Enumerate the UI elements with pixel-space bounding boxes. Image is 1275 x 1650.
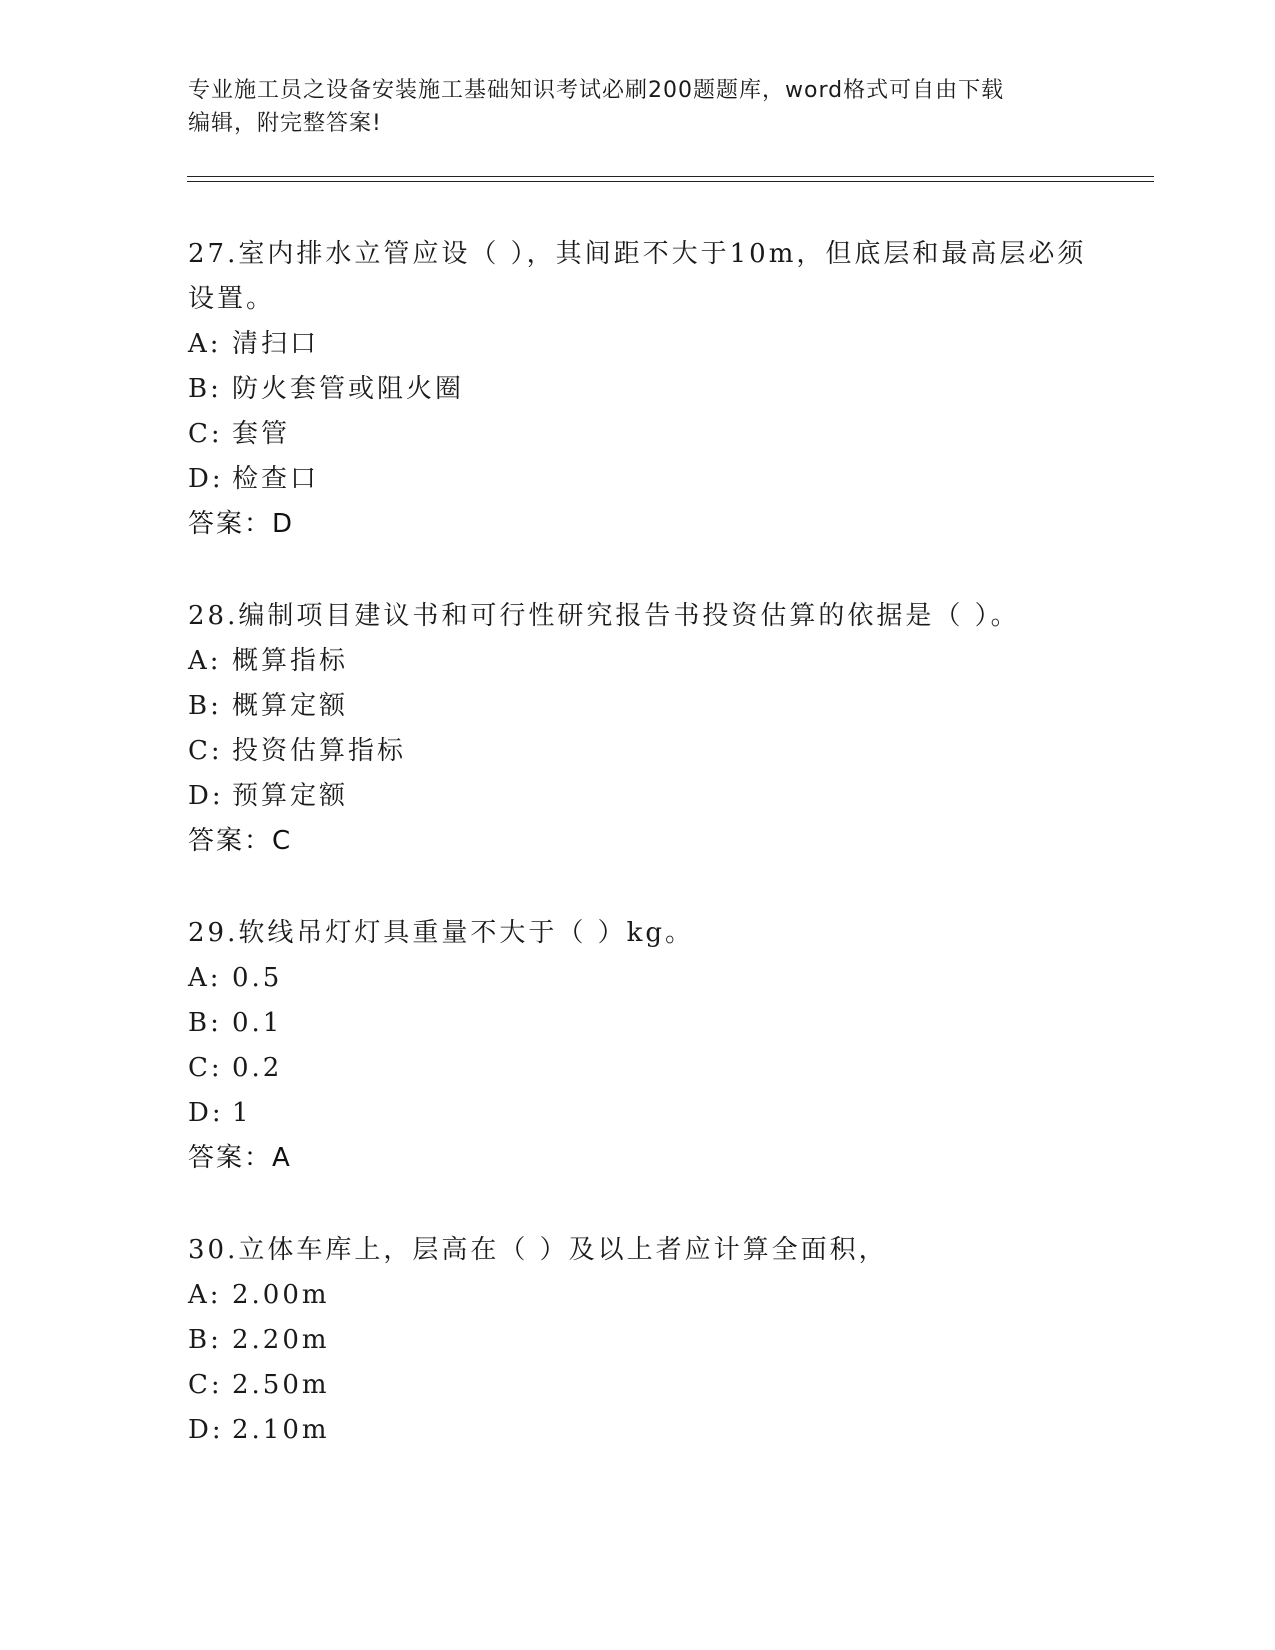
question-stem: 29.软线吊灯灯具重量不大于（ ）kg。 (188, 918, 695, 948)
option-text: 0.1 (232, 1008, 283, 1038)
option-key: C: (188, 419, 223, 449)
option-text: 检查口 (232, 464, 320, 494)
option-key: B: (188, 374, 222, 404)
question-stem-continued: 设置。 (188, 284, 276, 314)
option-key: B: (188, 691, 222, 721)
question-stem: 27.室内排水立管应设（ ），其间距不大于10m，但底层和最高层必须 (188, 239, 1087, 269)
option-key: D: (188, 464, 224, 494)
option-key: A: (188, 646, 222, 676)
option-key: B: (188, 1325, 222, 1355)
option-text: 投资估算指标 (232, 736, 407, 766)
option-key: A: (188, 1280, 222, 1310)
option-a (188, 639, 1088, 684)
option-key: D: (188, 1098, 224, 1128)
question-27 (188, 232, 1088, 547)
option-d (188, 1091, 1088, 1136)
header-divider-top (187, 176, 1154, 177)
option-key: D: (188, 781, 224, 811)
option-b (188, 1318, 1088, 1363)
option-d (188, 774, 1088, 819)
option-text: 概算指标 (232, 646, 349, 676)
document-header (188, 74, 1088, 140)
option-key: C: (188, 736, 223, 766)
option-text: 预算定额 (232, 781, 349, 811)
option-c (188, 1046, 1088, 1091)
answer: 答案：A (188, 1143, 292, 1173)
option-text: 清扫口 (232, 329, 320, 359)
option-c (188, 412, 1088, 457)
question-29 (188, 911, 1088, 1181)
option-key: A: (188, 329, 222, 359)
option-c (188, 1363, 1088, 1408)
option-key: C: (188, 1053, 223, 1083)
option-key: B: (188, 1008, 222, 1038)
option-text: 0.2 (232, 1053, 283, 1083)
option-text: 2.50m (232, 1370, 330, 1400)
answer: 答案：D (188, 509, 295, 539)
option-d (188, 457, 1088, 502)
option-b (188, 367, 1088, 412)
option-c (188, 729, 1088, 774)
option-key: A: (188, 963, 222, 993)
option-text: 概算定额 (232, 691, 349, 721)
option-text: 套管 (232, 419, 291, 449)
question-stem: 30.立体车库上，层高在（ ）及以上者应计算全面积， (188, 1235, 888, 1265)
header-divider-bottom (187, 181, 1154, 182)
question-28 (188, 594, 1088, 864)
option-a (188, 1273, 1088, 1318)
option-text: 2.10m (232, 1415, 330, 1445)
option-text: 0.5 (232, 963, 283, 993)
option-a (188, 322, 1088, 367)
answer: 答案：C (188, 826, 293, 856)
option-a (188, 956, 1088, 1001)
question-30 (188, 1228, 1088, 1453)
option-d (188, 1408, 1088, 1453)
header-line-1: 专业施工员之设备安装施工基础知识考试必刷200题题库，word格式可自由下载 (188, 78, 1005, 103)
option-text: 防火套管或阻火圈 (232, 374, 465, 404)
option-b (188, 684, 1088, 729)
option-key: C: (188, 1370, 223, 1400)
option-b (188, 1001, 1088, 1046)
option-text: 2.00m (232, 1280, 330, 1310)
option-text: 2.20m (232, 1325, 330, 1355)
question-stem: 28.编制项目建议书和可行性研究报告书投资估算的依据是（ ）。 (188, 601, 1020, 631)
option-key: D: (188, 1415, 224, 1445)
option-text: 1 (232, 1098, 252, 1128)
header-line-2: 编辑，附完整答案! (188, 111, 382, 136)
